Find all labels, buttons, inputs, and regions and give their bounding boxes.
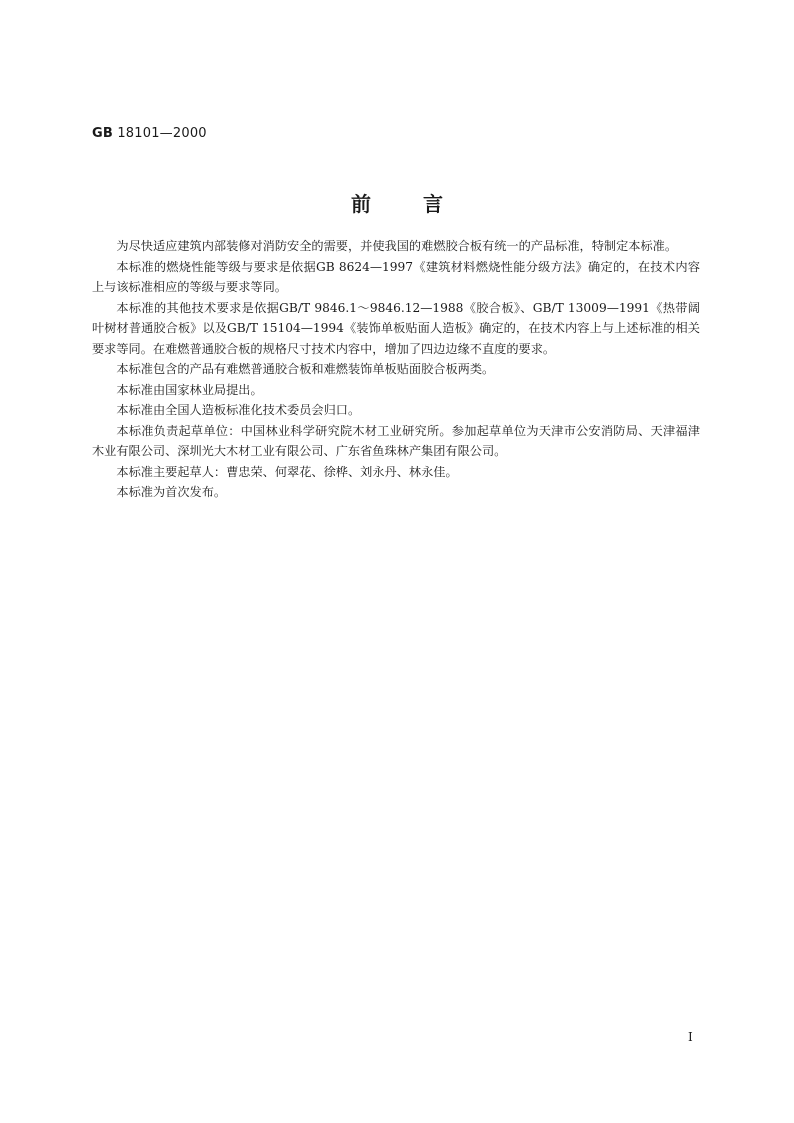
- page-number: I: [688, 1030, 693, 1044]
- paragraph: 本标准为首次发布。: [116, 485, 227, 499]
- standard-code-prefix: GB: [92, 126, 113, 141]
- paragraph: 本标准的燃烧性能等级与要求是依据GB 8624—1997《建筑材料燃烧性能分级方法》确定的，在技术内容上与该标准相应的等级与要求等同。: [92, 259, 700, 294]
- standard-code-number: 18101—2000: [117, 126, 207, 141]
- foreword-body: [92, 236, 700, 503]
- paragraph: 本标准包含的产品有难燃普通胶合板和难燃装饰单板贴面胶合板两类。: [116, 362, 495, 376]
- paragraph: 为尽快适应建筑内部装修对消防安全的需要，并使我国的难燃胶合板有统一的产品标准，特制定本标准。: [116, 239, 678, 253]
- paragraph: 本标准由全国人造板标准化技术委员会归口。: [116, 403, 361, 417]
- page-title: 前言: [351, 192, 495, 216]
- standard-code: [92, 126, 207, 141]
- paragraph: 本标准主要起草人：曹忠荣、何翠花、徐桦、刘永丹、林永佳。: [116, 464, 458, 479]
- paragraph: 本标准负责起草单位：中国林业科学研究院木材工业研究所。参加起草单位为天津市公安消防局、天津福津木业有限公司、深圳光大木材工业有限公司、广东省鱼珠林产集团有限公司。: [92, 423, 700, 458]
- paragraph: 本标准的其他技术要求是依据GB/T 9846.1～9846.12—1988《胶合板》、GB/T 13009—1991《热带阔叶树材普通胶合板》以及GB/T 15104—1994《装饰单板贴面人造板》确定的，在技术内容上与上述标准的相关要求等同。在难燃普通胶合板的规格尺寸技术内容中，增加了四边边缘不直度的要求。: [92, 300, 700, 356]
- paragraph: 本标准由国家林业局提出。: [116, 382, 263, 397]
